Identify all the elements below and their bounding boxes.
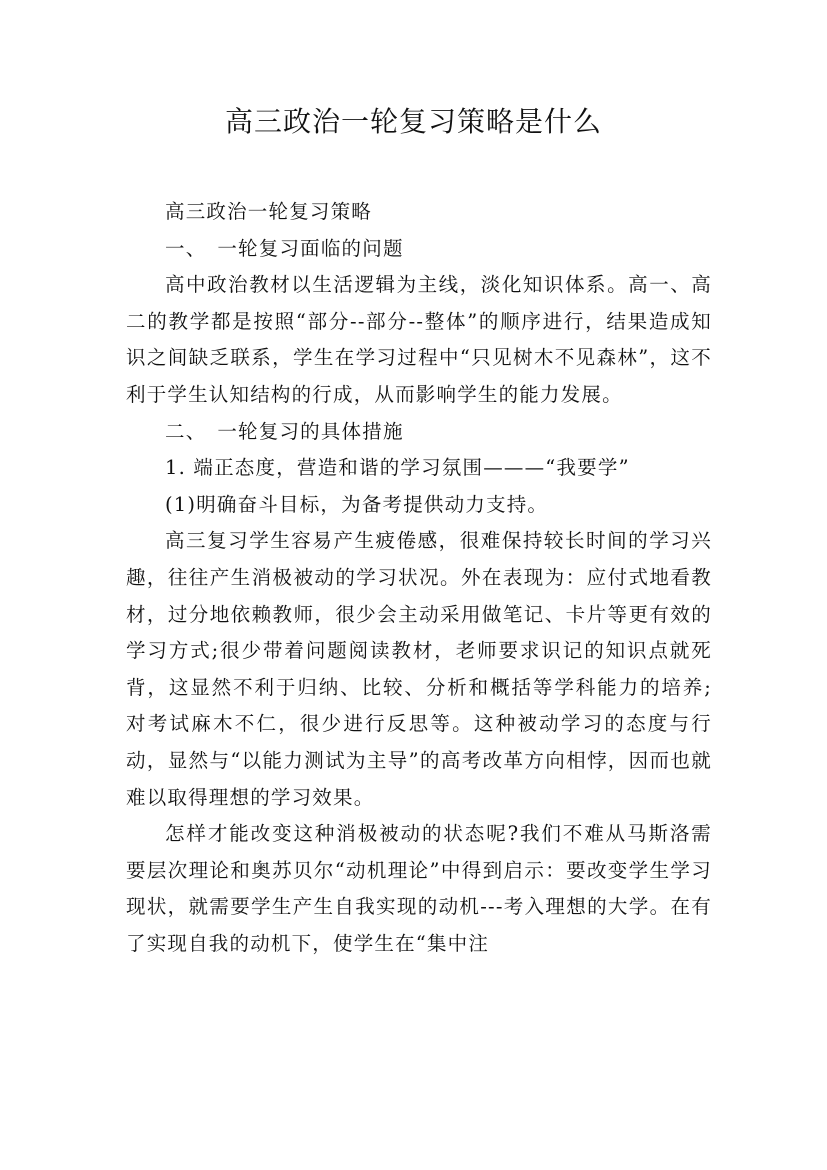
document-title: 高三政治一轮复习策略是什么 (224, 105, 602, 138)
section-heading: 高三政治一轮复习策略 (165, 200, 373, 223)
body-paragraph: 怎样才能改变这种消极被动的状态呢?我们不难从马斯洛需要层次理论和奥苏贝尔“动机理论”中得到启示：要改变学生学习现状，就需要学生产生自我实现的动机---考入理想的大学。在有了实现自我的动机下，使学生在“集中注 (126, 822, 712, 955)
body-paragraph: 高中政治教材以生活逻辑为主线，淡化知识体系。高一、高二的教学都是按照“部分--部分--整体”的顺序进行，结果造成知识之间缺乏联系，学生在学习过程中“只见树木不见森林”，这不利于学生认知结构的行成，从而影响学生的能力发展。 (126, 273, 712, 406)
subsection-heading: 二、 一轮复习的具体措施 (165, 419, 404, 443)
list-subitem-heading: (1)明确奋斗目标，为备考提供动力支持。 (165, 492, 549, 516)
document-body (126, 194, 712, 962)
body-paragraph: 高三复习学生容易产生疲倦感，很难保持较长时间的学习兴趣，往往产生消极被动的学习状况。外在表现为：应付式地看教材，过分地依赖教师，很少会主动采用做笔记、卡片等更有效的学习方式;很少带着问题阅读教材，老师要求识记的知识点就死背，这显然不利于归纳、比较、分析和概括等学科能力的培养;对考试麻木不仁，很少进行反思等。这种被动学习的态度与行动，显然与“以能力测试为主导”的高考改革方向相悖，因而也就难以取得理想的学习效果。 (126, 529, 712, 809)
list-item-heading: 1. 端正态度，营造和谐的学习氛围———“我要学” (165, 456, 630, 480)
subsection-heading: 一、 一轮复习面临的问题 (165, 236, 404, 260)
